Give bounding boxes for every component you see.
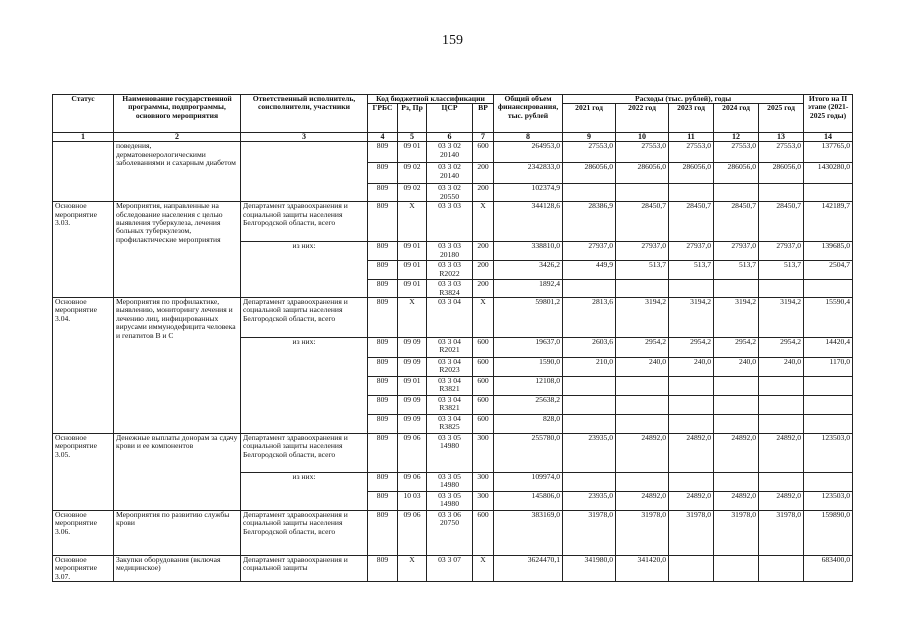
cell-grbs: 809 bbox=[368, 163, 398, 184]
cell-vr: 200 bbox=[473, 280, 494, 298]
cell-rz-pr: X bbox=[398, 298, 427, 338]
table-row bbox=[53, 298, 853, 338]
cell-y2024: 27937,0 bbox=[714, 242, 759, 261]
cell-y2021: 27937,0 bbox=[563, 242, 616, 261]
header-executor: Ответственный исполнитель, соисполнители, участники bbox=[241, 95, 368, 133]
cell-total: 264953,0 bbox=[494, 142, 563, 163]
cell-y2025: 28450,7 bbox=[759, 202, 804, 242]
cell-csr: 03 3 04 R3821 bbox=[427, 377, 473, 396]
cell-y2023: 27937,0 bbox=[669, 242, 714, 261]
cell-y2023: 24892,0 bbox=[669, 434, 714, 473]
cell-status: Основное мероприятие 3.04. bbox=[53, 298, 114, 434]
cell-y2023 bbox=[669, 377, 714, 396]
cell-y2024: 24892,0 bbox=[714, 492, 759, 511]
cell-csr: 03 3 04 R3821 bbox=[427, 396, 473, 415]
cell-y2024: 24892,0 bbox=[714, 434, 759, 473]
header-2025: 2025 год bbox=[759, 104, 804, 133]
cell-status: Основное мероприятие 3.06. bbox=[53, 511, 114, 556]
cell-y2024 bbox=[714, 184, 759, 202]
col-number: 13 bbox=[759, 133, 804, 142]
cell-status bbox=[53, 142, 114, 202]
cell-y2025: 31978,0 bbox=[759, 511, 804, 556]
cell-rz-pr: 09 02 bbox=[398, 163, 427, 184]
cell-y2023 bbox=[669, 396, 714, 415]
cell-total: 3624470,1 bbox=[494, 556, 563, 582]
cell-y2022: 3194,2 bbox=[616, 298, 669, 338]
budget-table bbox=[52, 94, 853, 582]
cell-y2021: 23935,0 bbox=[563, 434, 616, 473]
cell-y2025: 24892,0 bbox=[759, 492, 804, 511]
cell-total: 828,0 bbox=[494, 415, 563, 434]
table-row bbox=[53, 434, 853, 473]
cell-vr: 200 bbox=[473, 163, 494, 184]
cell-rz-pr: 09 06 bbox=[398, 473, 427, 492]
cell-y2021: 27553,0 bbox=[563, 142, 616, 163]
cell-itogo bbox=[804, 415, 853, 434]
cell-csr: 03 3 06 20750 bbox=[427, 511, 473, 556]
cell-executor: из них: bbox=[241, 338, 368, 434]
cell-name: Мероприятия по профилактике, выявлению, мониторингу лечения и лечению лиц, инфицированных вирусами иммунодефицита человека и гепатитов В и С bbox=[114, 298, 241, 434]
cell-y2025 bbox=[759, 415, 804, 434]
header-total-funding: Общий объем финансирования, тыс. рублей bbox=[494, 95, 563, 133]
cell-y2023: 240,0 bbox=[669, 358, 714, 377]
cell-grbs: 809 bbox=[368, 142, 398, 163]
cell-y2022: 286056,0 bbox=[616, 163, 669, 184]
cell-y2024 bbox=[714, 473, 759, 492]
cell-vr: X bbox=[473, 556, 494, 582]
cell-grbs: 809 bbox=[368, 358, 398, 377]
cell-status: Основное мероприятие 3.03. bbox=[53, 202, 114, 298]
cell-itogo: 142189,7 bbox=[804, 202, 853, 242]
cell-y2021 bbox=[563, 377, 616, 396]
cell-rz-pr: 10 03 bbox=[398, 492, 427, 511]
cell-grbs: 809 bbox=[368, 511, 398, 556]
col-number: 10 bbox=[616, 133, 669, 142]
cell-y2023: 3194,2 bbox=[669, 298, 714, 338]
cell-y2025: 513,7 bbox=[759, 261, 804, 280]
cell-name: поведения, дерматовенерологическими заболеваниями и сахарным диабетом bbox=[114, 142, 241, 202]
cell-y2023: 27553,0 bbox=[669, 142, 714, 163]
cell-csr: 03 3 05 14980 bbox=[427, 492, 473, 511]
col-number: 7 bbox=[473, 133, 494, 142]
table-row bbox=[53, 556, 853, 582]
cell-y2023: 24892,0 bbox=[669, 492, 714, 511]
cell-total: 2342833,0 bbox=[494, 163, 563, 184]
cell-grbs: 809 bbox=[368, 338, 398, 358]
cell-executor: Департамент здравоохранения и социальной защиты населения Белгородской области, всего bbox=[241, 202, 368, 242]
cell-grbs: 809 bbox=[368, 261, 398, 280]
cell-y2025: 27553,0 bbox=[759, 142, 804, 163]
col-number: 4 bbox=[368, 133, 398, 142]
cell-name: Денежные выплаты донорам за сдачу крови и ее компонентов bbox=[114, 434, 241, 511]
cell-vr: 600 bbox=[473, 396, 494, 415]
cell-csr: 03 3 04 R3825 bbox=[427, 415, 473, 434]
cell-itogo: 15590,4 bbox=[804, 298, 853, 338]
cell-vr: 600 bbox=[473, 511, 494, 556]
cell-vr: X bbox=[473, 298, 494, 338]
cell-y2021 bbox=[563, 473, 616, 492]
col-number: 6 bbox=[427, 133, 473, 142]
cell-csr: 03 3 04 R2023 bbox=[427, 358, 473, 377]
cell-vr: 200 bbox=[473, 242, 494, 261]
cell-y2021 bbox=[563, 415, 616, 434]
cell-y2025 bbox=[759, 377, 804, 396]
cell-csr: 03 3 04 bbox=[427, 298, 473, 338]
cell-y2023: 286056,0 bbox=[669, 163, 714, 184]
cell-y2024 bbox=[714, 415, 759, 434]
cell-y2022 bbox=[616, 396, 669, 415]
cell-csr: 03 3 02 20140 bbox=[427, 163, 473, 184]
cell-total: 59801,2 bbox=[494, 298, 563, 338]
cell-y2024 bbox=[714, 377, 759, 396]
cell-y2021: 23935,0 bbox=[563, 492, 616, 511]
cell-vr: 200 bbox=[473, 184, 494, 202]
col-number: 2 bbox=[114, 133, 241, 142]
cell-itogo: 683400,0 bbox=[804, 556, 853, 582]
cell-executor: Департамент здравоохранения и социальной защиты населения Белгородской области, всего bbox=[241, 511, 368, 556]
table-row bbox=[53, 511, 853, 556]
col-number: 5 bbox=[398, 133, 427, 142]
col-number: 14 bbox=[804, 133, 853, 142]
header-vr: ВР bbox=[473, 104, 494, 133]
cell-rz-pr: 09 01 bbox=[398, 280, 427, 298]
col-number: 8 bbox=[494, 133, 563, 142]
cell-y2021: 2813,6 bbox=[563, 298, 616, 338]
cell-csr: 03 3 03 bbox=[427, 202, 473, 242]
cell-vr: 600 bbox=[473, 415, 494, 434]
cell-y2022 bbox=[616, 280, 669, 298]
cell-y2025: 27937,0 bbox=[759, 242, 804, 261]
cell-total: 145806,0 bbox=[494, 492, 563, 511]
header-2023: 2023 год bbox=[669, 104, 714, 133]
cell-y2023: 2954,2 bbox=[669, 338, 714, 358]
cell-itogo: 1170,0 bbox=[804, 358, 853, 377]
cell-grbs: 809 bbox=[368, 396, 398, 415]
cell-itogo: 137765,0 bbox=[804, 142, 853, 163]
cell-y2022: 341420,0 bbox=[616, 556, 669, 582]
cell-y2024: 3194,2 bbox=[714, 298, 759, 338]
cell-y2025: 286056,0 bbox=[759, 163, 804, 184]
cell-y2022: 513,7 bbox=[616, 261, 669, 280]
cell-grbs: 809 bbox=[368, 492, 398, 511]
cell-itogo bbox=[804, 184, 853, 202]
cell-itogo: 2504,7 bbox=[804, 261, 853, 280]
cell-total: 255780,0 bbox=[494, 434, 563, 473]
cell-vr: 600 bbox=[473, 142, 494, 163]
cell-y2023: 28450,7 bbox=[669, 202, 714, 242]
cell-total: 109974,0 bbox=[494, 473, 563, 492]
cell-total: 102374,9 bbox=[494, 184, 563, 202]
cell-y2024 bbox=[714, 556, 759, 582]
cell-y2022: 31978,0 bbox=[616, 511, 669, 556]
cell-vr: 600 bbox=[473, 377, 494, 396]
cell-y2023: 513,7 bbox=[669, 261, 714, 280]
cell-itogo: 123503,0 bbox=[804, 492, 853, 511]
cell-total: 25638,2 bbox=[494, 396, 563, 415]
cell-itogo: 159890,0 bbox=[804, 511, 853, 556]
cell-status: Основное мероприятие 3.07. bbox=[53, 556, 114, 582]
header-expenses: Расходы (тыс. рублей), годы bbox=[563, 95, 804, 104]
cell-csr: 03 3 02 20550 bbox=[427, 184, 473, 202]
cell-rz-pr: 09 01 bbox=[398, 377, 427, 396]
cell-grbs: 809 bbox=[368, 415, 398, 434]
table-row bbox=[53, 202, 853, 242]
cell-y2021: 2603,6 bbox=[563, 338, 616, 358]
cell-y2024 bbox=[714, 280, 759, 298]
cell-y2022: 24892,0 bbox=[616, 492, 669, 511]
cell-vr: 300 bbox=[473, 434, 494, 473]
cell-y2025: 3194,2 bbox=[759, 298, 804, 338]
cell-y2023 bbox=[669, 280, 714, 298]
header-budget-code: Код бюджетной классификации bbox=[368, 95, 494, 104]
cell-rz-pr: 09 06 bbox=[398, 434, 427, 473]
cell-y2025 bbox=[759, 396, 804, 415]
cell-y2022: 24892,0 bbox=[616, 434, 669, 473]
cell-executor: Департамент здравоохранения и социальной защиты bbox=[241, 556, 368, 582]
cell-csr: 03 3 04 R2021 bbox=[427, 338, 473, 358]
cell-y2021: 449,9 bbox=[563, 261, 616, 280]
cell-executor: из них: bbox=[241, 473, 368, 511]
cell-rz-pr: X bbox=[398, 556, 427, 582]
col-number: 11 bbox=[669, 133, 714, 142]
cell-grbs: 809 bbox=[368, 473, 398, 492]
cell-grbs: 809 bbox=[368, 184, 398, 202]
cell-y2022: 27937,0 bbox=[616, 242, 669, 261]
cell-name: Мероприятия по развитию службы крови bbox=[114, 511, 241, 556]
header-rz-pr: Рз, Пр bbox=[398, 104, 427, 133]
cell-rz-pr: 09 09 bbox=[398, 415, 427, 434]
cell-csr: 03 3 02 20140 bbox=[427, 142, 473, 163]
header-2021: 2021 год bbox=[563, 104, 616, 133]
cell-y2021: 210,0 bbox=[563, 358, 616, 377]
cell-name: Мероприятия, направленные на обследование населения с целью выявления туберкулеза, лечения больных туберкулезом, профилактические мероприятия bbox=[114, 202, 241, 298]
header-name: Наименование государственной программы, подпрограммы, основного мероприятия bbox=[114, 95, 241, 133]
cell-y2021: 31978,0 bbox=[563, 511, 616, 556]
cell-rz-pr: 09 09 bbox=[398, 396, 427, 415]
cell-y2021 bbox=[563, 184, 616, 202]
cell-csr: 03 3 07 bbox=[427, 556, 473, 582]
cell-y2025: 2954,2 bbox=[759, 338, 804, 358]
col-number: 1 bbox=[53, 133, 114, 142]
cell-grbs: 809 bbox=[368, 434, 398, 473]
cell-y2023: 31978,0 bbox=[669, 511, 714, 556]
cell-y2022 bbox=[616, 184, 669, 202]
cell-y2025 bbox=[759, 556, 804, 582]
cell-executor: Департамент здравоохранения и социальной защиты населения Белгородской области, всего bbox=[241, 298, 368, 338]
cell-itogo: 139685,0 bbox=[804, 242, 853, 261]
cell-total: 383169,0 bbox=[494, 511, 563, 556]
cell-y2025 bbox=[759, 280, 804, 298]
header-status: Статус bbox=[53, 95, 114, 133]
header-2024: 2024 год bbox=[714, 104, 759, 133]
cell-total: 12108,0 bbox=[494, 377, 563, 396]
header-grbs: ГРБС bbox=[368, 104, 398, 133]
cell-y2025: 240,0 bbox=[759, 358, 804, 377]
cell-itogo bbox=[804, 377, 853, 396]
cell-y2025 bbox=[759, 184, 804, 202]
cell-grbs: 809 bbox=[368, 556, 398, 582]
cell-y2024: 286056,0 bbox=[714, 163, 759, 184]
cell-rz-pr: X bbox=[398, 202, 427, 242]
cell-rz-pr: 09 01 bbox=[398, 242, 427, 261]
col-number: 12 bbox=[714, 133, 759, 142]
cell-vr: 300 bbox=[473, 492, 494, 511]
cell-y2022: 240,0 bbox=[616, 358, 669, 377]
table-row bbox=[53, 142, 853, 163]
page-number: 159 bbox=[442, 33, 463, 48]
cell-itogo: 123503,0 bbox=[804, 434, 853, 473]
cell-vr: 600 bbox=[473, 358, 494, 377]
cell-y2021 bbox=[563, 280, 616, 298]
cell-y2021: 28386,9 bbox=[563, 202, 616, 242]
cell-name: Закупки оборудования (включая медицинское) bbox=[114, 556, 241, 582]
cell-y2024: 28450,7 bbox=[714, 202, 759, 242]
cell-vr: 600 bbox=[473, 338, 494, 358]
cell-total: 338810,0 bbox=[494, 242, 563, 261]
cell-vr: X bbox=[473, 202, 494, 242]
cell-y2025 bbox=[759, 473, 804, 492]
cell-y2022 bbox=[616, 473, 669, 492]
cell-grbs: 809 bbox=[368, 377, 398, 396]
cell-executor bbox=[241, 142, 368, 202]
cell-y2023 bbox=[669, 415, 714, 434]
cell-rz-pr: 09 02 bbox=[398, 184, 427, 202]
cell-y2022 bbox=[616, 415, 669, 434]
cell-y2022: 28450,7 bbox=[616, 202, 669, 242]
cell-csr: 03 3 05 14980 bbox=[427, 434, 473, 473]
cell-rz-pr: 09 09 bbox=[398, 358, 427, 377]
cell-y2023 bbox=[669, 556, 714, 582]
cell-itogo: 14420,4 bbox=[804, 338, 853, 358]
cell-y2024: 240,0 bbox=[714, 358, 759, 377]
cell-total: 1590,0 bbox=[494, 358, 563, 377]
cell-y2023 bbox=[669, 184, 714, 202]
cell-y2024: 31978,0 bbox=[714, 511, 759, 556]
col-number: 3 bbox=[241, 133, 368, 142]
cell-y2024 bbox=[714, 396, 759, 415]
cell-total: 344128,6 bbox=[494, 202, 563, 242]
cell-executor: Департамент здравоохранения и социальной защиты населения Белгородской области, всего bbox=[241, 434, 368, 473]
cell-y2024: 2954,2 bbox=[714, 338, 759, 358]
cell-y2022: 2954,2 bbox=[616, 338, 669, 358]
cell-csr: 03 3 05 14980 bbox=[427, 473, 473, 492]
cell-y2021: 341980,0 bbox=[563, 556, 616, 582]
cell-y2021: 286056,0 bbox=[563, 163, 616, 184]
cell-y2024: 513,7 bbox=[714, 261, 759, 280]
cell-total: 19637,0 bbox=[494, 338, 563, 358]
cell-itogo bbox=[804, 396, 853, 415]
header-csr: ЦСР bbox=[427, 104, 473, 133]
header-2022: 2022 год bbox=[616, 104, 669, 133]
cell-itogo bbox=[804, 473, 853, 492]
cell-y2021 bbox=[563, 396, 616, 415]
cell-status: Основное мероприятие 3.05. bbox=[53, 434, 114, 511]
cell-grbs: 809 bbox=[368, 280, 398, 298]
cell-itogo bbox=[804, 280, 853, 298]
cell-vr: 300 bbox=[473, 473, 494, 492]
cell-total: 1892,4 bbox=[494, 280, 563, 298]
cell-csr: 03 3 03 20180 bbox=[427, 242, 473, 261]
cell-y2022: 27553,0 bbox=[616, 142, 669, 163]
header-itogo: Итого на II этапе (2021-2025 годы) bbox=[804, 95, 853, 133]
cell-y2025: 24892,0 bbox=[759, 434, 804, 473]
cell-rz-pr: 09 06 bbox=[398, 511, 427, 556]
cell-itogo: 1430280,0 bbox=[804, 163, 853, 184]
cell-csr: 03 3 03 R3824 bbox=[427, 280, 473, 298]
cell-y2024: 27553,0 bbox=[714, 142, 759, 163]
col-number: 9 bbox=[563, 133, 616, 142]
cell-grbs: 809 bbox=[368, 298, 398, 338]
cell-csr: 03 3 03 R2022 bbox=[427, 261, 473, 280]
cell-executor: из них: bbox=[241, 242, 368, 298]
cell-y2022 bbox=[616, 377, 669, 396]
cell-grbs: 809 bbox=[368, 202, 398, 242]
cell-grbs: 809 bbox=[368, 242, 398, 261]
cell-rz-pr: 09 01 bbox=[398, 261, 427, 280]
cell-total: 3426,2 bbox=[494, 261, 563, 280]
cell-rz-pr: 09 09 bbox=[398, 338, 427, 358]
cell-y2023 bbox=[669, 473, 714, 492]
cell-rz-pr: 09 01 bbox=[398, 142, 427, 163]
cell-vr: 200 bbox=[473, 261, 494, 280]
